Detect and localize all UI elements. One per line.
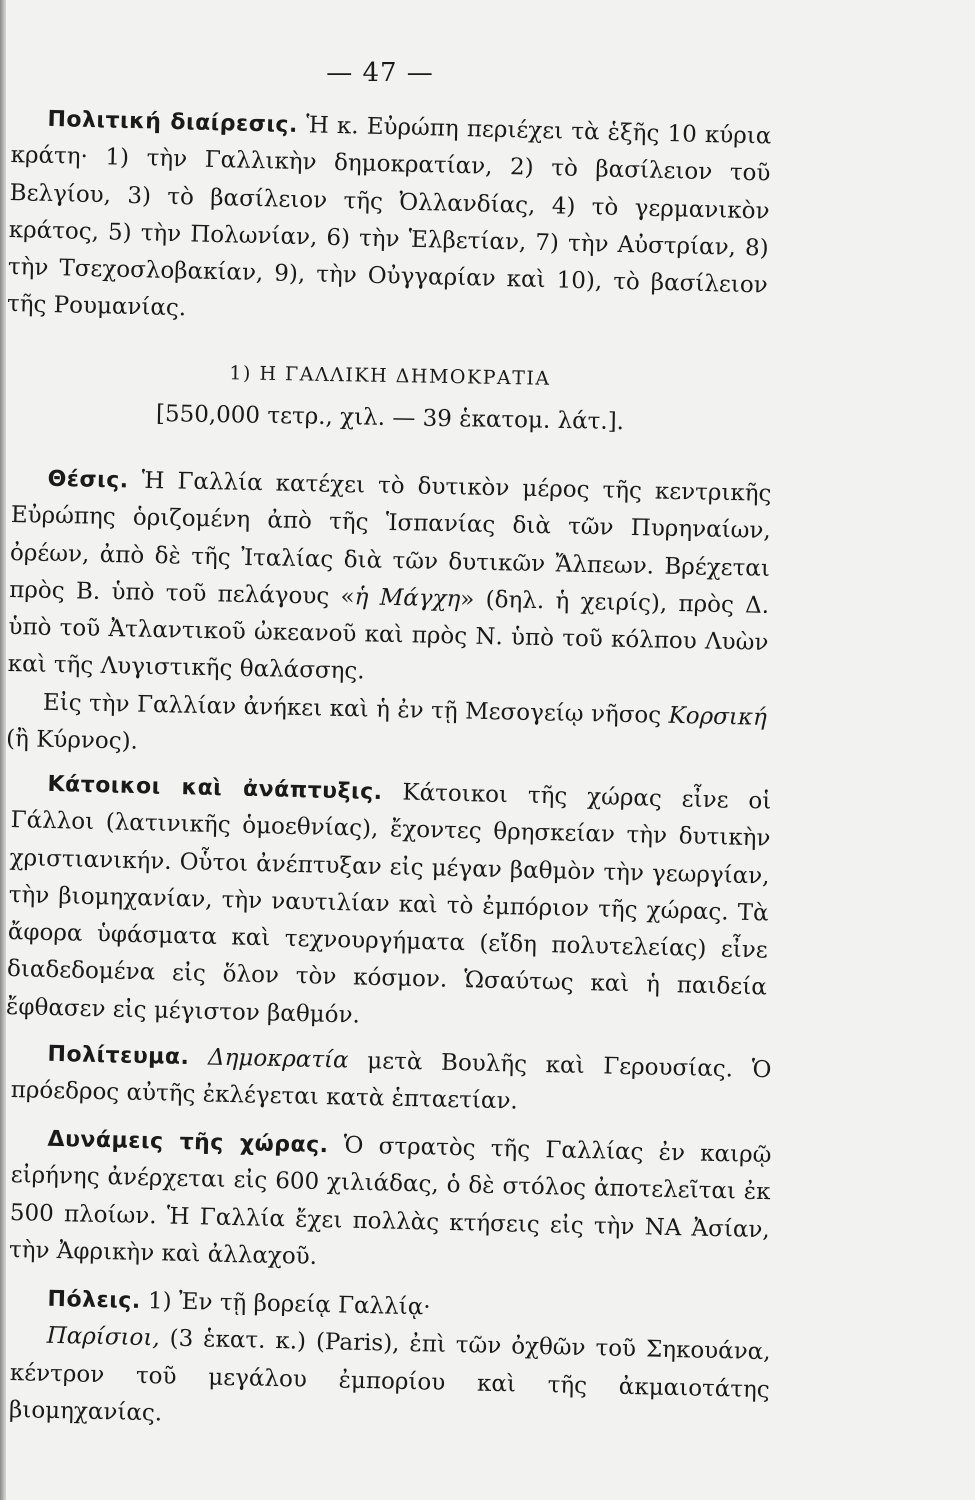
intro-text: Ἡ κ. Εὐρώπη περιέχει τὰ ἑξῆς 10 κύρια κράτη· 1) τὴν Γαλλικὴν δημοκρατίαν, 2) τὸ βασίλειον τοῦ Βελγίου, 3) τὸ βασίλειον τῆς Ὀλλανδίας, 4) τὸ γερμανικὸν κράτος, 5) τὴν Πολωνίαν, 6) τὴν Ἑλβετίαν, 7) τὴν Αὐστρίαν, 8) τὴν Τσεχοσλοβακίαν, 9), τὴν Οὐγγαρίαν καὶ 10), τὸ βασίλειον τῆς Ρουμανίας.	[6, 111, 772, 322]
intro-paragraph	[7, 100, 772, 342]
corsica-paragraph	[6, 683, 767, 773]
position-text-2: » (δηλ. ἡ χειρίς), πρὸς Δ. ὑπὸ τοῦ Ἀτλαντικοῦ ὠκεανοῦ καὶ πρὸς Ν. ὑπὸ τοῦ κόλπου Λυὼν καὶ τῆς Λυγιστικῆς θαλάσσης.	[7, 586, 770, 685]
cities-block	[9, 1280, 772, 1446]
government-heading: Πολίτευμα.	[47, 1041, 190, 1071]
position-italic: ἡ Μάγχη	[354, 583, 461, 613]
cities-heading: Πόλεις.	[47, 1286, 142, 1314]
section-area: [550,000 τετρ., χιλ. — 39 ἑκατομ. λάτ.].	[155, 400, 625, 436]
position-text-1: Ἡ Γαλλία κατέχει τὸ δυτικὸν μέρος τῆς κεντρικῆς Εὐρώπης ὁριζομένη ἀπὸ τῆς Ἱσπανίας διὰ τῶν Πυρηναίων, ὀρέων, ἀπὸ δὲ τῆς Ἰταλίας διὰ τῶν δυτικῶν Ἄλπεων. Βρέχεται πρὸς Β. ὑπὸ τοῦ πελάγους «	[9, 467, 772, 610]
inhabitants-block	[6, 765, 772, 1044]
corsica-italic: Κορσική	[668, 702, 768, 731]
page-number: — 47 —	[326, 58, 434, 88]
paris-italic: Παρίσιοι,	[46, 1323, 161, 1352]
intro-block	[7, 100, 772, 342]
intro-heading: Πολιτική διαίρεσις.	[47, 106, 299, 138]
corsica-text: Εἰς τὴν Γαλλίαν ἀνήκει καὶ ἡ ἐν τῇ Μεσογείῳ νῆσος	[42, 689, 669, 729]
forces-heading: Δυνάμεις τῆς χώρας.	[47, 1126, 329, 1159]
position-heading: Θέσις.	[47, 466, 129, 494]
position-block	[6, 460, 772, 774]
government-block	[10, 1035, 771, 1127]
forces-paragraph	[9, 1120, 772, 1286]
forces-text: Ὁ στρατὸς τῆς Γαλλίας ἐν καιρῷ εἰρήνης ἀνέρχεται εἰς 600 χιλιάδας, ὁ δὲ στόλος ἀποτελεῖται ἐκ 500 πλοίων. Ἡ Γαλλία ἔχει πολλὰς κτήσεις εἰς τὴν ΝΑ Ἀσίαν, τὴν Ἀφρικὴν καὶ ἀλλαχοῦ.	[8, 1132, 772, 1270]
inhabitants-paragraph	[6, 765, 772, 1044]
inhabitants-text: Κάτοικοι τῆς χώρας εἶνε οἱ Γάλλοι (λατινικῆς ὁμοεθνίας), ἔχοντες θρησκείαν τὴν δυτικὴν χριστιανικήν. Οὗτοι ἀνέπτυξαν εἰς μέγαν βαθμὸν τὴν γεωργίαν, τὴν βιομηχανίαν, τὴν ναυτιλίαν καὶ τὸ ἐμπόριον τῆς χώρας. Τὰ ἄφορα ὑφάσματα καὶ τεχνουργήματα (εἴδη πολυτελείας) εἶνε διαδεδομένα εἰς ὅλον τὸν κόσμον. Ὡσαύτως καὶ ἡ παιδεία ἔφθασεν εἰς μέγιστον βαθμόν.	[5, 779, 772, 1029]
government-italic: Δημοκρατία	[189, 1044, 349, 1074]
section-title: 1) Η ΓΑΛΛΙΚΗ ΔΗΜΟΚΡΑΤΙΑ	[229, 362, 551, 390]
corsica-end: (ἢ Κύρνος).	[5, 725, 139, 755]
government-paragraph	[10, 1035, 771, 1127]
government-text: μετὰ Βουλῆς καὶ Γερουσίας. Ὁ πρόεδρος αὐτῆς ἐκλέγεται κατὰ ἑπταετίαν.	[10, 1047, 772, 1115]
cities-text: 1) Ἐν τῇ βορείᾳ Γαλλίᾳ·	[140, 1287, 431, 1321]
paris-paragraph	[9, 1317, 771, 1446]
paris-text: (3 ἑκατ. κ.) (Paris), ἐπὶ τῶν ὀχθῶν τοῦ Σηκουάνα, κέντρον τοῦ μεγάλου ἐμπορίου καὶ τῆς ἀκμαιοτάτης βιομηχανίας.	[8, 1325, 771, 1427]
forces-block	[9, 1120, 772, 1286]
inhabitants-heading: Κάτοικοι καὶ ἀνάπτυξις.	[47, 771, 383, 806]
position-paragraph	[7, 460, 772, 699]
